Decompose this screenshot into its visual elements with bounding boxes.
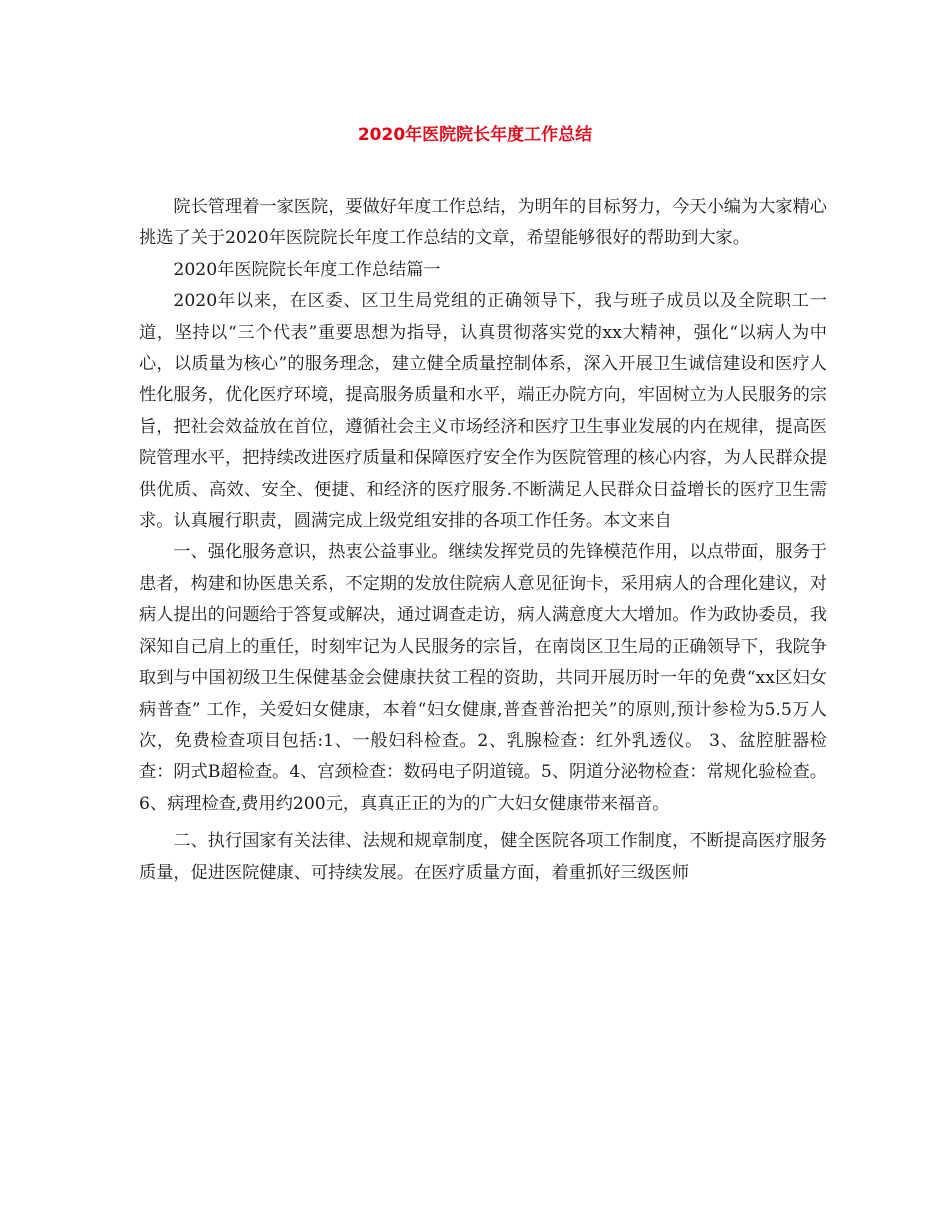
paragraph-section-heading: 2020年医院院长年度工作总结篇一 — [173, 259, 441, 280]
document-body — [139, 192, 827, 889]
paragraph-overview: 2020年以来，在区委、区卫生局党组的正确领导下，我与班子成员以及全院职工一道，坚持以“三个代表”重要思想为指导，认真贯彻落实党的xx大精神，强化“以病人为中心，以质量为核心”的服务理念，建立健全质量控制体系，深入开展卫生诚信建设和医疗人性化服务，优化医疗环境，提高服务质量和水平，端正办院方向，牢固树立为人民服务的宗旨，把社会效益放在首位，遵循社会主义市场经济和医疗卫生事业发展的内在规律，提高医院管理水平，把持续改进医疗质量和保障医疗安全作为医院管理的核心内容，为人民群众提供优质、高效、安全、便捷、和经济的医疗服务.不断满足人民群众日益增长的医疗卫生需求。认真履行职责，圆满完成上级党组安排的各项工作任务。本文来自 — [139, 291, 827, 532]
paragraph-point-two: 二、执行国家有关法律、法规和规章制度，健全医院各项工作制度，不断提高医疗服务质量，促进医院健康、可持续发展。在医疗质量方面，着重抓好三级医师 — [139, 831, 827, 883]
paragraph-point-one: 一、强化服务意识，热衷公益事业。继续发挥党员的先锋模范作用，以点带面，服务于患者，构建和协医患关系，不定期的发放住院病人意见征询卡，采用病人的合理化建议，对病人提出的问题给于答复或解决，通过调查走访，病人满意度大大增加。作为政协委员，我深知自己肩上的重任，时刻牢记为人民服务的宗旨，在南岗区卫生局的正确领导下，我院争取到与中国初级卫生保健基金会健康扶贫工程的资助，共同开展历时一年的免费“xx区妇女病普查” 工作，关爱妇女健康，本着“妇女健康,普查普治把关”的原则,预计参检为5.5万人次，免费检查项目包括:1、一般妇科检查。2、乳腺检查：红外乳透仪。 3、盆腔脏器检查：阴式B超检查。4、宫颈检查：数码电子阴道镜。5、阴道分泌物检查：常规化验检查。6、病理检查,费用约200元，真真正正的为的广大妇女健康带来福音。 — [139, 542, 827, 814]
paragraph-intro: 院长管理着一家医院，要做好年度工作总结，为明年的目标努力，今天小编为大家精心挑选了关于2020年医院院长年度工作总结的文章，希望能够很好的帮助到大家。 — [139, 197, 827, 249]
document-title: 2020年医院院长年度工作总结 — [357, 125, 593, 145]
